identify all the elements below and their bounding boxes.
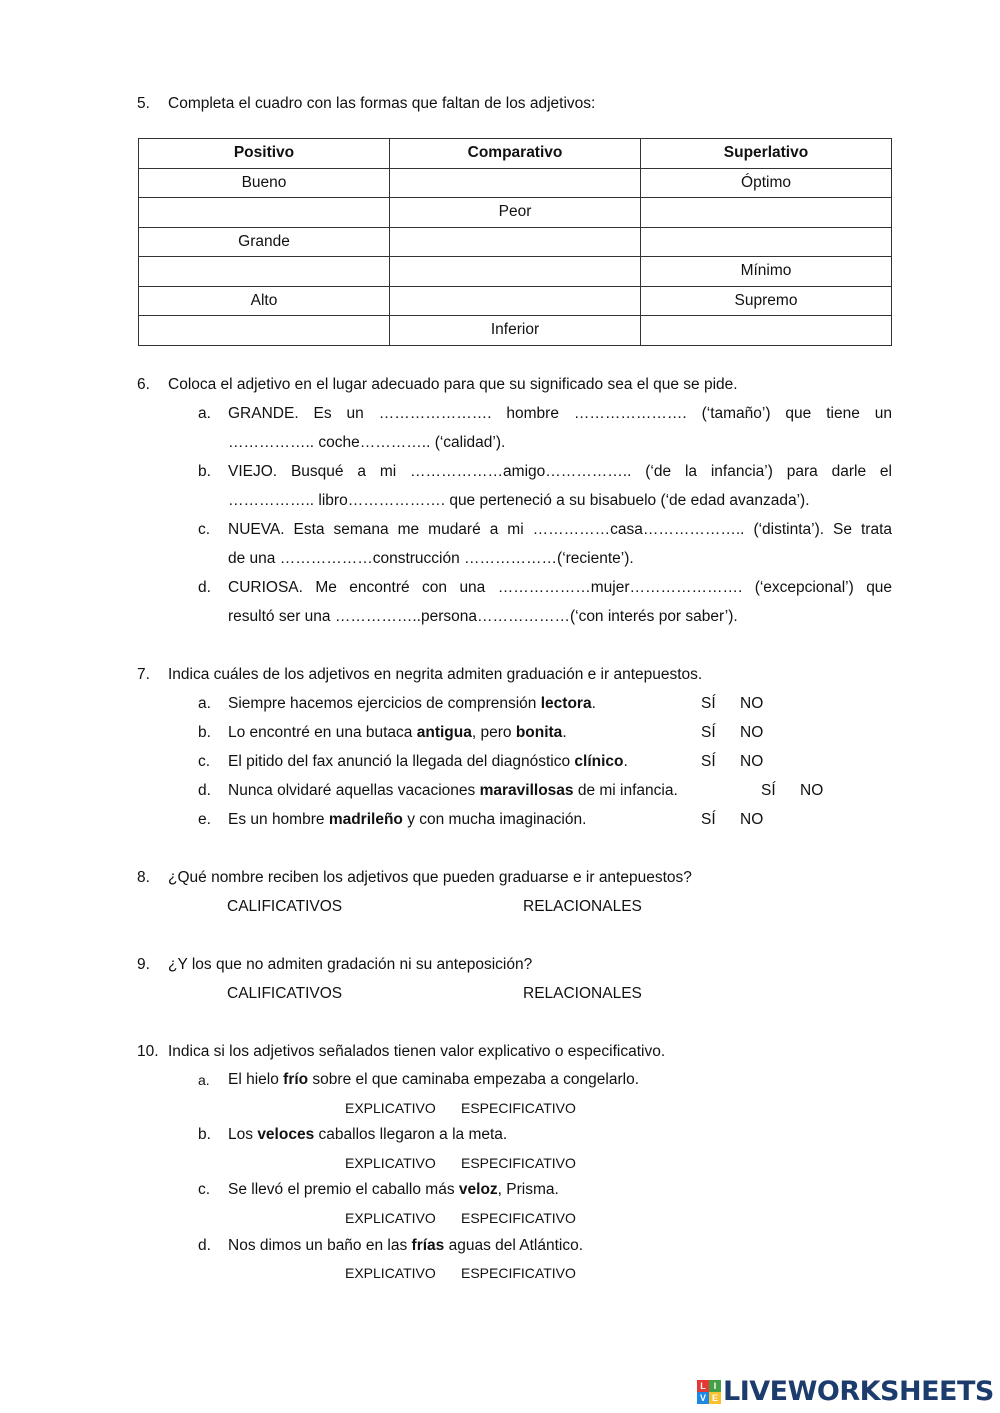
q7d-no-option[interactable]: NO [800, 782, 824, 799]
header-positivo: Positivo [139, 139, 390, 169]
table-row [139, 227, 892, 257]
answer-cell[interactable] [641, 227, 892, 257]
answer-cell[interactable] [139, 257, 390, 287]
q7a-yes-option[interactable]: SÍ [701, 695, 716, 712]
q7c-yes-option[interactable]: SÍ [701, 753, 716, 770]
q9-option-calificativos[interactable]: CALIFICATIVOS [227, 985, 343, 1002]
q7a-sentence: Siempre hacemos ejercicios de comprensión lectora. [228, 695, 596, 712]
q10b-letter: b. [198, 1126, 211, 1143]
blank[interactable]: ………………amigo…………….. [410, 463, 632, 480]
q7-number: 7. [137, 666, 150, 683]
q7d-yes-option[interactable]: SÍ [761, 782, 776, 799]
liveworksheets-logo-text: LIVEWORKSHEETS [723, 1376, 994, 1407]
q6b-line2[interactable]: …………….. libro………………. que perteneció a su bisabuelo (‘de edad avanzada’). [228, 492, 810, 509]
answer-cell[interactable] [390, 227, 641, 257]
answer-cell[interactable] [139, 316, 390, 346]
q6-number: 6. [137, 376, 150, 393]
q6b-letter: b. [198, 463, 211, 480]
q7e-letter: e. [198, 811, 211, 828]
q10b-option-especificativo[interactable]: ESPECIFICATIVO [461, 1155, 576, 1171]
logo-mark-i: I [709, 1380, 721, 1392]
table-cell: Grande [139, 227, 390, 257]
table-cell: Peor [390, 198, 641, 228]
q5-number: 5. [137, 95, 150, 112]
q7-prompt: Indica cuáles de los adjetivos en negrita admiten graduación e ir antepuestos. [168, 666, 703, 683]
answer-cell[interactable] [390, 257, 641, 287]
table-row [139, 286, 892, 316]
q7c-sentence: El pitido del fax anunció la llegada del diagnóstico clínico. [228, 753, 628, 770]
q7a-no-option[interactable]: NO [740, 695, 764, 712]
logo-mark-v: V [697, 1392, 709, 1404]
table-cell: Óptimo [641, 168, 892, 198]
q10b-option-explicativo[interactable]: EXPLICATIVO [345, 1155, 436, 1171]
q7e-no-option[interactable]: NO [740, 811, 764, 828]
q10d-letter: d. [198, 1237, 211, 1254]
liveworksheets-logo-icon [697, 1380, 721, 1404]
q5-prompt: Completa el cuadro con las formas que faltan de los adjetivos: [168, 95, 596, 112]
q10a-option-explicativo[interactable]: EXPLICATIVO [345, 1100, 436, 1116]
q10-prompt: Indica si los adjetivos señalados tienen valor explicativo o especificativo. [168, 1043, 666, 1060]
q6d-line2[interactable]: resultó ser una ……………..persona………………(‘con interés por saber’). [228, 608, 738, 625]
q10-number: 10. [137, 1043, 159, 1060]
table-row [139, 198, 892, 228]
answer-cell[interactable] [641, 316, 892, 346]
q8-option-calificativos[interactable]: CALIFICATIVOS [227, 898, 343, 915]
table-cell: Mínimo [641, 257, 892, 287]
answer-cell[interactable] [641, 198, 892, 228]
table-cell: Supremo [641, 286, 892, 316]
q7d-letter: d. [198, 782, 211, 799]
q10d-option-explicativo[interactable]: EXPLICATIVO [345, 1265, 436, 1281]
blank[interactable]: …………………. [573, 405, 687, 422]
q7b-yes-option[interactable]: SÍ [701, 724, 716, 741]
q10a-sentence: El hielo frío sobre el que caminaba empezaba a congelarlo. [228, 1071, 640, 1088]
q6c-letter: c. [198, 521, 211, 538]
table-cell: Bueno [139, 168, 390, 198]
q7e-yes-option[interactable]: SÍ [701, 811, 716, 828]
table-cell: Inferior [390, 316, 641, 346]
logo-mark-l: L [697, 1380, 709, 1392]
q6c-line2[interactable]: de una ………………construcción ………………(‘reciente’). [228, 550, 634, 567]
q7c-letter: c. [198, 753, 211, 770]
table-cell: Alto [139, 286, 390, 316]
q9-number: 9. [137, 956, 150, 973]
q6c-line1: NUEVA. Esta semana me mudaré a mi ……………casa……………….. (‘distinta’). Se trata [228, 521, 892, 538]
q8-number: 8. [137, 869, 150, 886]
q9-prompt: ¿Y los que no admiten gradación ni su anteposición? [168, 956, 533, 973]
answer-cell[interactable] [390, 168, 641, 198]
q10d-option-especificativo[interactable]: ESPECIFICATIVO [461, 1265, 576, 1281]
q7a-letter: a. [198, 695, 211, 712]
answer-cell[interactable] [139, 198, 390, 228]
q6d-letter: d. [198, 579, 211, 596]
q7d-sentence: Nunca olvidaré aquellas vacaciones maravillosas de mi infancia. [228, 782, 678, 799]
table-row [139, 316, 892, 346]
q10c-option-especificativo[interactable]: ESPECIFICATIVO [461, 1210, 576, 1226]
header-superlativo: Superlativo [641, 139, 892, 169]
q9-option-relacionales[interactable]: RELACIONALES [523, 985, 642, 1002]
liveworksheets-logo [697, 1376, 994, 1407]
q6a-line1: GRANDE. Es un …………………. hombre …………………. (‘tamaño’) que tiene un [228, 405, 892, 422]
logo-mark-e: E [709, 1392, 721, 1404]
q7b-no-option[interactable]: NO [740, 724, 764, 741]
blank[interactable]: ……………casa……………….. [532, 521, 745, 538]
q10c-letter: c. [198, 1181, 211, 1198]
q10c-option-explicativo[interactable]: EXPLICATIVO [345, 1210, 436, 1226]
q10c-sentence: Se llevó el premio el caballo más veloz, Prisma. [228, 1181, 559, 1198]
header-comparativo: Comparativo [390, 139, 641, 169]
q6-prompt: Coloca el adjetivo en el lugar adecuado para que su significado sea el que se pide. [168, 376, 738, 393]
q7b-letter: b. [198, 724, 211, 741]
q10d-sentence: Nos dimos un baño en las frías aguas del Atlántico. [228, 1237, 584, 1254]
answer-cell[interactable] [390, 286, 641, 316]
q8-prompt: ¿Qué nombre reciben los adjetivos que pueden graduarse e ir antepuestos? [168, 869, 692, 886]
q7c-no-option[interactable]: NO [740, 753, 764, 770]
q10a-option-especificativo[interactable]: ESPECIFICATIVO [461, 1100, 576, 1116]
q10a-letter: a. [198, 1072, 210, 1088]
adjective-forms-table [138, 138, 892, 346]
blank[interactable]: …………………. [378, 405, 492, 422]
q6d-line1: CURIOSA. Me encontré con una ………………mujer…………………. (‘excepcional’) que [228, 579, 893, 596]
q6a-line2[interactable]: …………….. coche………….. (‘calidad’). [228, 434, 506, 451]
table-header-row [139, 139, 892, 169]
q8-option-relacionales[interactable]: RELACIONALES [523, 898, 642, 915]
q10b-sentence: Los veloces caballos llegaron a la meta. [228, 1126, 508, 1143]
table-row [139, 168, 892, 198]
blank[interactable]: ………………mujer…………………. [497, 579, 743, 596]
q6a-letter: a. [198, 405, 211, 422]
q7b-sentence: Lo encontré en una butaca antigua, pero bonita. [228, 724, 567, 741]
table-row [139, 257, 892, 287]
q7e-sentence: Es un hombre madrileño y con mucha imaginación. [228, 811, 587, 828]
q6b-line1: VIEJO. Busqué a mi ………………amigo…………….. (‘de la infancia’) para darle el [228, 463, 892, 480]
